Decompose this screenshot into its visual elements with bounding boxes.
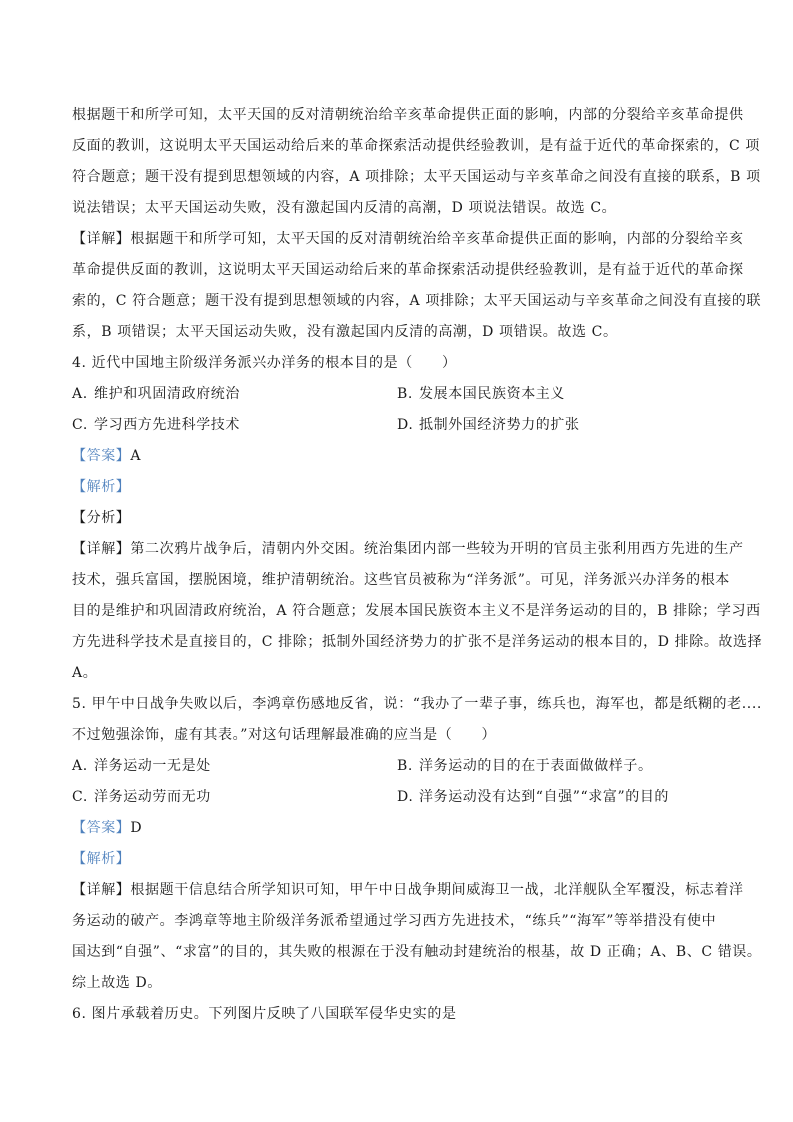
text-line — [72, 224, 744, 255]
analysis-label: 【解析】 — [72, 851, 131, 867]
question-stem: 4. 近代中国地主阶级洋务派兴办洋务的根本目的是（ ） — [72, 355, 457, 371]
option-letter: D. — [397, 789, 414, 805]
text-line: 说法错误；太平天国运动失败，没有激起国内反清的高潮，D 项说法错误。故选 C。 — [72, 200, 617, 216]
options-row — [72, 782, 720, 813]
text-line: 符合题意；题干没有提到思想领域的内容，A 项排除；太平天国运动与辛亥革命之间没有直接的联系，B 项 — [72, 169, 761, 185]
option-text: 洋务运动的目的在于表面做做样子。 — [419, 758, 653, 774]
text-line: 国达到“自强”、“求富”的目的，其失败的根源在于没有触动封建统治的根基，故 D 正确；A、B、C 错误。 — [72, 944, 762, 960]
text-line: 革命提供反面的教训，这说明太平天国运动给后来的革命探索活动提供经验教训，是有益于近代的革命探 — [72, 262, 744, 278]
question-5 — [72, 689, 762, 999]
text-line: 务运动的破产。李鸿章等地主阶级洋务派希望通过学习西方先进技术，“练兵”“海军”等举措没有使中 — [72, 913, 717, 929]
question-stem: 不过勉强涂饰，虚有其表。”对这句话理解最准确的应当是（ ） — [72, 727, 497, 743]
answer-label: 【答案】 — [72, 820, 131, 836]
option-text: 洋务运动没有达到“自强”“求富”的目的 — [419, 789, 670, 805]
text-line: 技术，强兵富国，摆脱困境，维护清朝统治。这些官员被称为“洋务派”。可见，洋务派兴办洋务的根本 — [72, 572, 730, 588]
option-letter: A. — [72, 758, 88, 774]
option-d — [397, 782, 720, 813]
option-d — [397, 410, 720, 441]
option-c — [72, 782, 397, 813]
text-line — [72, 534, 744, 565]
answer-value: A — [130, 448, 142, 464]
option-c — [72, 410, 397, 441]
text-line: 反面的教训，这说明太平天国运动给后来的革命探索活动提供经验教训，是有益于近代的革命探索的，C 项 — [72, 138, 760, 154]
text-line: 综上故选 D。 — [72, 975, 162, 991]
detail-text: 第二次鸦片战争后，清朝内外交困。统治集团内部一些较为开明的官员主张利用西方先进的生产 — [130, 541, 744, 557]
text-line: 系，B 项错误；太平天国运动失败，没有激起国内反清的高潮，D 项错误。故选 C。 — [72, 324, 618, 340]
text-line: A。 — [72, 665, 98, 681]
option-text: 维护和巩固清政府统治 — [94, 386, 240, 402]
detail-text: 根据题干和所学可知，太平天国的反对清朝统治给辛亥革命提供正面的影响，内部的分裂给辛亥 — [130, 231, 744, 247]
option-a — [72, 751, 397, 782]
option-letter: C. — [72, 417, 88, 433]
question-6 — [72, 999, 720, 1030]
option-text: 抵制外国经济势力的扩张 — [419, 417, 580, 433]
analysis-label: 【解析】 — [72, 479, 131, 495]
fenxi-label: 【分析】 — [72, 510, 131, 526]
detail-text: 根据题干信息结合所学知识可知，甲午中日战争期间威海卫一战，北洋舰队全军覆没，标志着洋 — [130, 882, 744, 898]
option-text: 发展本国民族资本主义 — [419, 386, 565, 402]
answer-line — [72, 441, 720, 472]
options-row — [72, 379, 720, 410]
option-a — [72, 379, 397, 410]
option-text: 学习西方先进科学技术 — [94, 417, 240, 433]
option-text: 洋务运动一无是处 — [94, 758, 211, 774]
question-4 — [72, 348, 763, 689]
option-letter: C. — [72, 789, 88, 805]
option-b — [397, 379, 720, 410]
options-row — [72, 410, 720, 441]
answer-value: D — [130, 820, 143, 836]
option-letter: B. — [397, 386, 413, 402]
detail-label: 【详解】 — [72, 882, 131, 898]
q3-explanation — [72, 100, 761, 224]
options-row — [72, 751, 720, 782]
question-stem: 6. 图片承载着历史。下列图片反映了八国联军侵华史实的是 — [72, 1006, 457, 1022]
option-b — [397, 751, 720, 782]
text-line — [72, 875, 744, 906]
option-letter: D. — [397, 417, 414, 433]
text-line: 目的是维护和巩固清政府统治，A 符合题意；发展本国民族资本主义不是洋务运动的目的，B 排除；学习西 — [72, 603, 761, 619]
detail-label: 【详解】 — [72, 541, 131, 557]
detail-label: 【详解】 — [72, 231, 131, 247]
answer-line — [72, 813, 720, 844]
text-line: 索的，C 符合题意；题干没有提到思想领域的内容，A 项排除；太平天国运动与辛亥革命之间没有直接的联 — [72, 293, 762, 309]
option-letter: A. — [72, 386, 88, 402]
document-page — [72, 100, 763, 1030]
answer-label: 【答案】 — [72, 448, 131, 464]
option-text: 洋务运动劳而无功 — [94, 789, 211, 805]
option-letter: B. — [397, 758, 413, 774]
q3-detail — [72, 224, 762, 348]
question-stem: 5. 甲午中日战争失败以后，李鸿章伤感地反省，说：“我办了一辈子事，练兵也，海军也，都是纸糊的老.... — [72, 696, 762, 712]
text-line: 方先进科学技术是直接目的，C 排除；抵制外国经济势力的扩张不是洋务运动的根本目的，D 排除。故选择 — [72, 634, 763, 650]
text-line: 根据题干和所学可知，太平天国的反对清朝统治给辛亥革命提供正面的影响，内部的分裂给辛亥革命提供 — [72, 107, 744, 123]
